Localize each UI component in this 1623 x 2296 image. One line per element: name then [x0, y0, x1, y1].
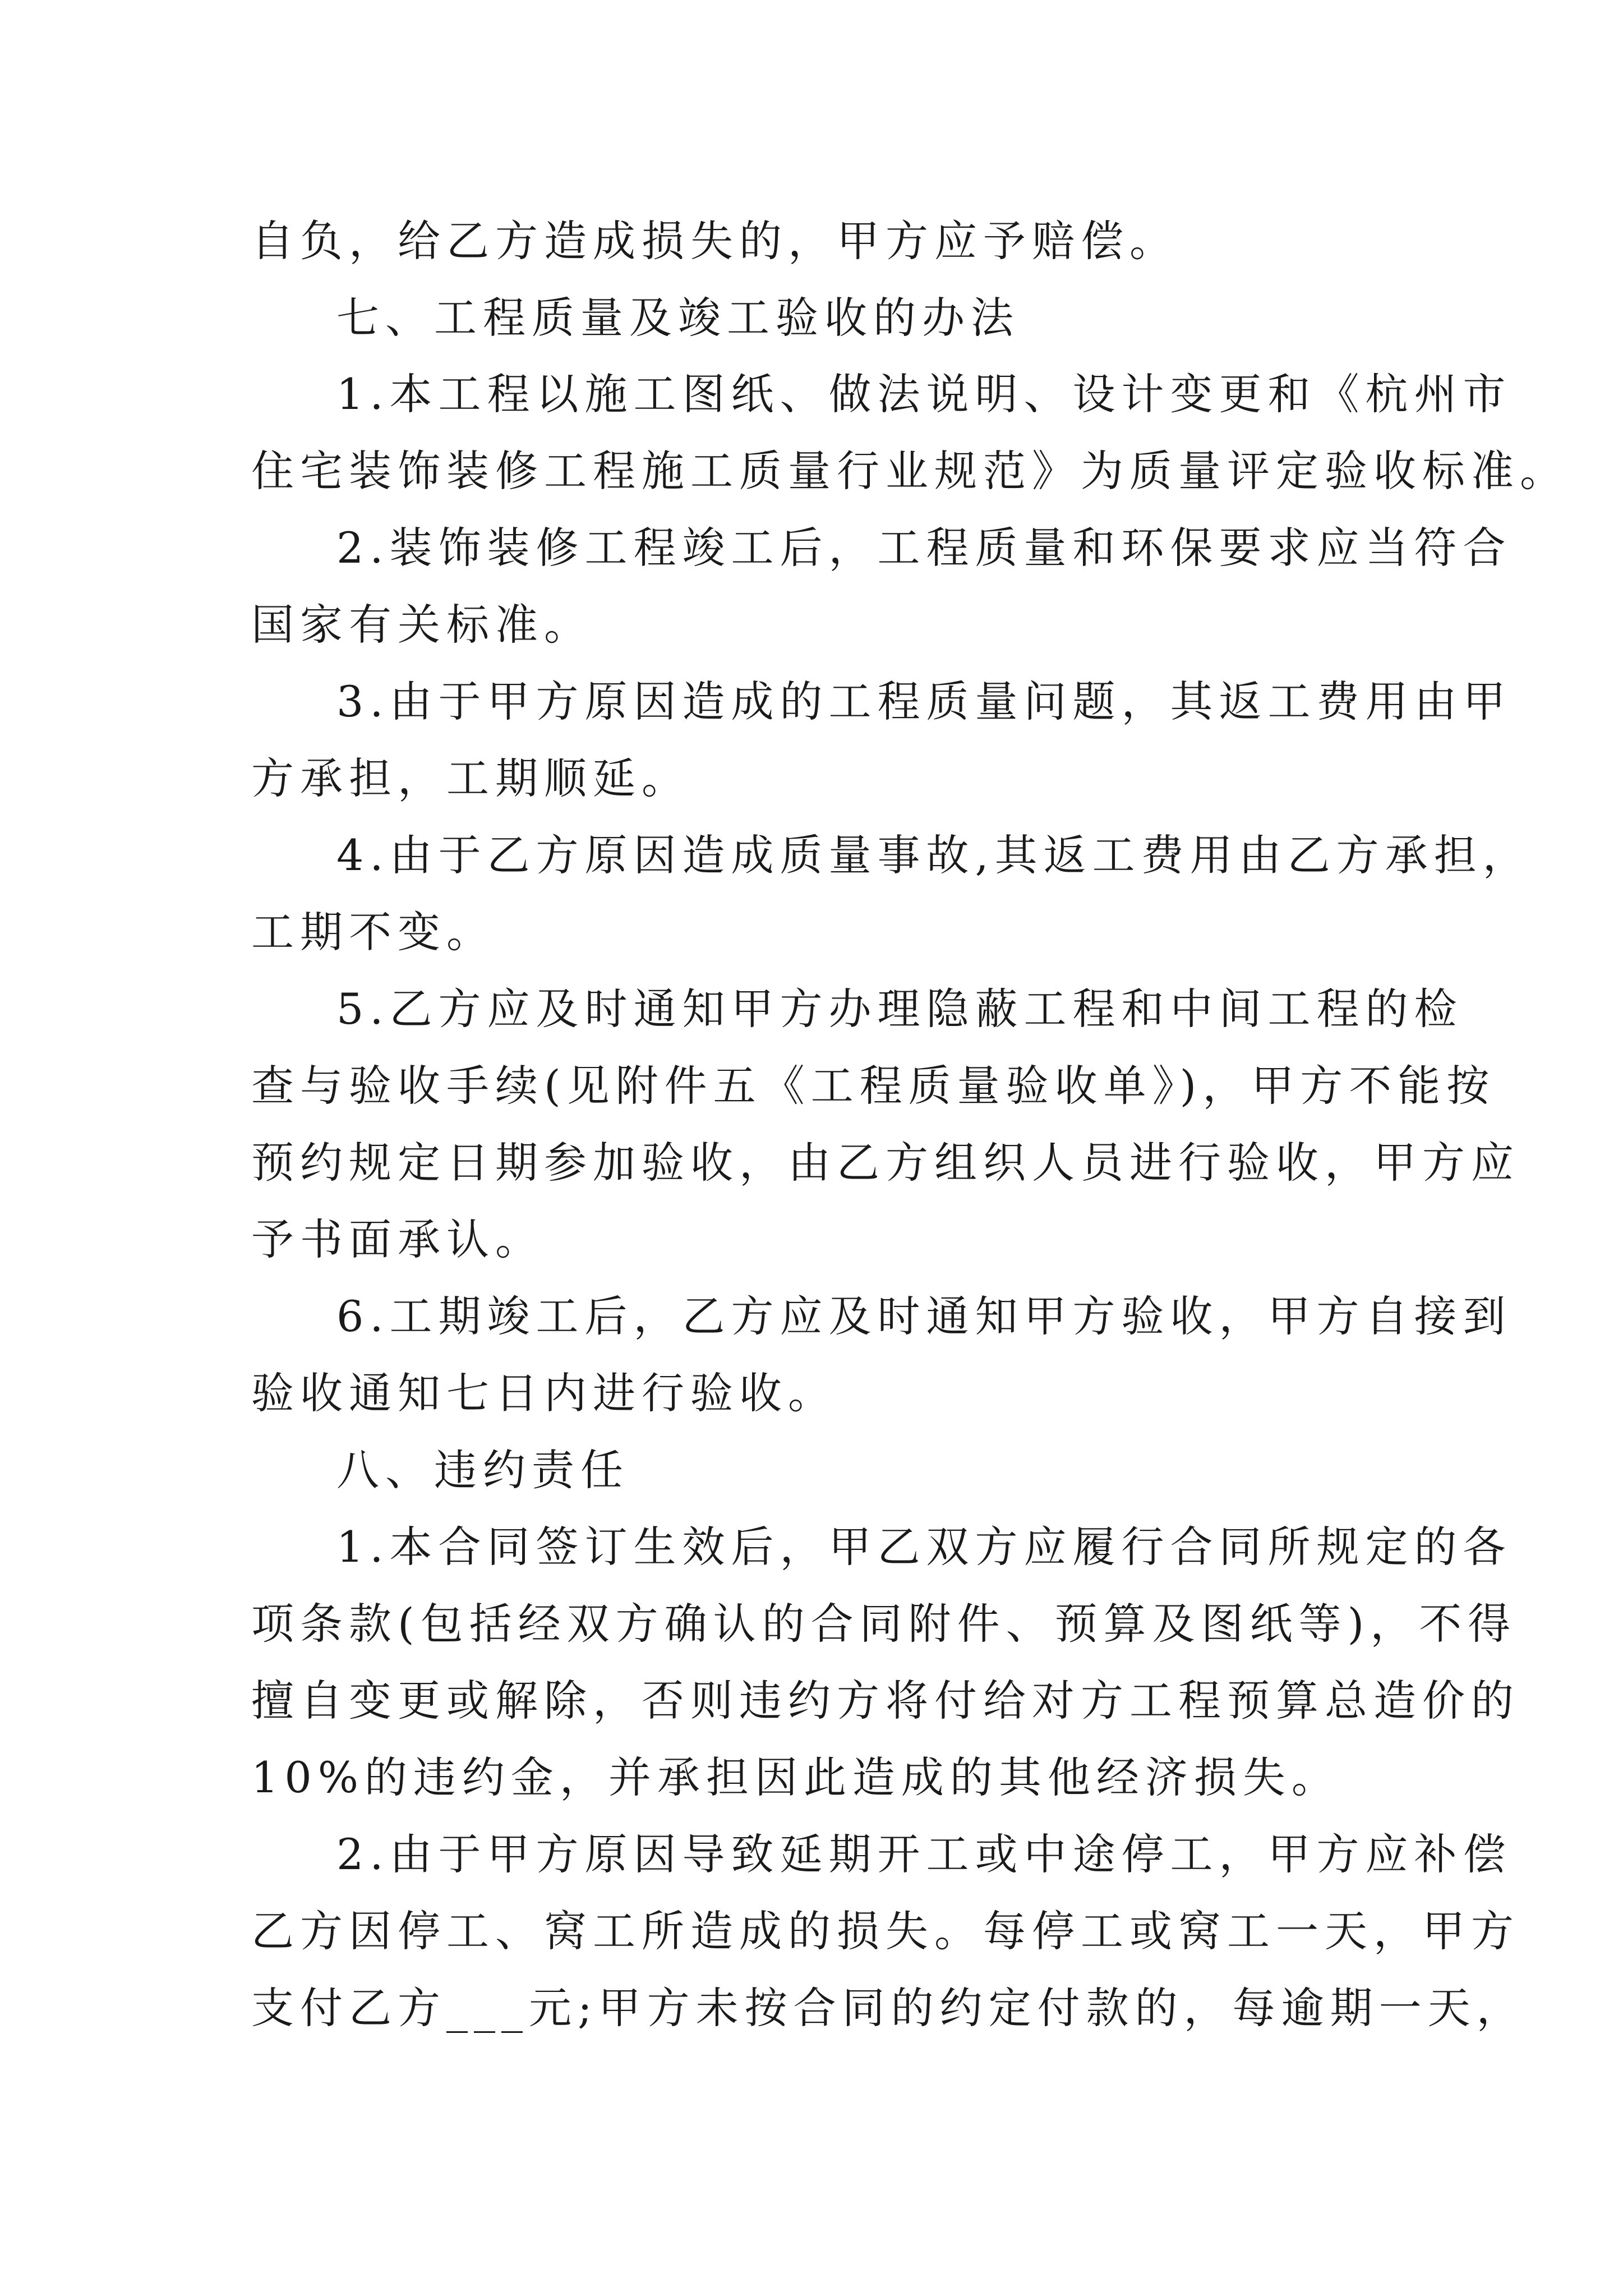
- paragraph-line: 2.由于甲方原因导致延期开工或中途停工，甲方应补偿: [336, 1829, 1512, 1879]
- paragraph-line: 10%的违约金，并承担因此造成的其他经济损失。: [251, 1752, 1340, 1802]
- paragraph-line: 国家有关标准。: [251, 600, 593, 650]
- paragraph-line: 项条款(包括经双方确认的合同附件、预算及图纸等)，不得: [251, 1599, 1517, 1649]
- paragraph-line: 1.本合同签订生效后，甲乙双方应履行合同所规定的各: [336, 1522, 1512, 1572]
- paragraph-line: 擅自变更或解除，否则违约方将付给对方工程预算总造价的: [251, 1676, 1520, 1726]
- paragraph-line: 住宅装饰装修工程施工质量行业规范》为质量评定验收标准。: [251, 446, 1569, 496]
- paragraph-line: 方承担，工期顺延。: [251, 753, 690, 803]
- section-heading-7: 七、工程质量及竣工验收的办法: [336, 293, 1020, 343]
- paragraph-line: 支付乙方___元;甲方未按合同的约定付款的，每逾期一天，: [251, 1983, 1525, 2033]
- paragraph-line: 1.本工程以施工图纸、做法说明、设计变更和《杭州市: [336, 369, 1512, 419]
- paragraph-line: 查与验收手续(见附件五《工程质量验收单》)，甲方不能按: [251, 1061, 1496, 1111]
- paragraph-line: 自负，给乙方造成损失的，甲方应予赔偿。: [251, 216, 1178, 266]
- section-heading-8: 八、违约责任: [336, 1445, 629, 1495]
- paragraph-line: 2.装饰装修工程竣工后，工程质量和环保要求应当符合: [336, 523, 1512, 573]
- paragraph-line: 4.由于乙方原因造成质量事故,其返工费用由乙方承担，: [336, 830, 1532, 880]
- paragraph-line: 6.工期竣工后，乙方应及时通知甲方验收，甲方自接到: [336, 1291, 1512, 1341]
- paragraph-line: 预约规定日期参加验收，由乙方组织人员进行验收，甲方应: [251, 1138, 1520, 1188]
- paragraph-line: 乙方因停工、窝工所造成的损失。每停工或窝工一天，甲方: [251, 1906, 1520, 1956]
- paragraph-line: 工期不变。: [251, 907, 495, 957]
- paragraph-line: 验收通知七日内进行验收。: [251, 1368, 837, 1418]
- paragraph-line: 予书面承认。: [251, 1214, 544, 1264]
- paragraph-line: 5.乙方应及时通知甲方办理隐蔽工程和中间工程的检: [336, 984, 1463, 1034]
- paragraph-line: 3.由于甲方原因造成的工程质量问题，其返工费用由甲: [336, 677, 1512, 726]
